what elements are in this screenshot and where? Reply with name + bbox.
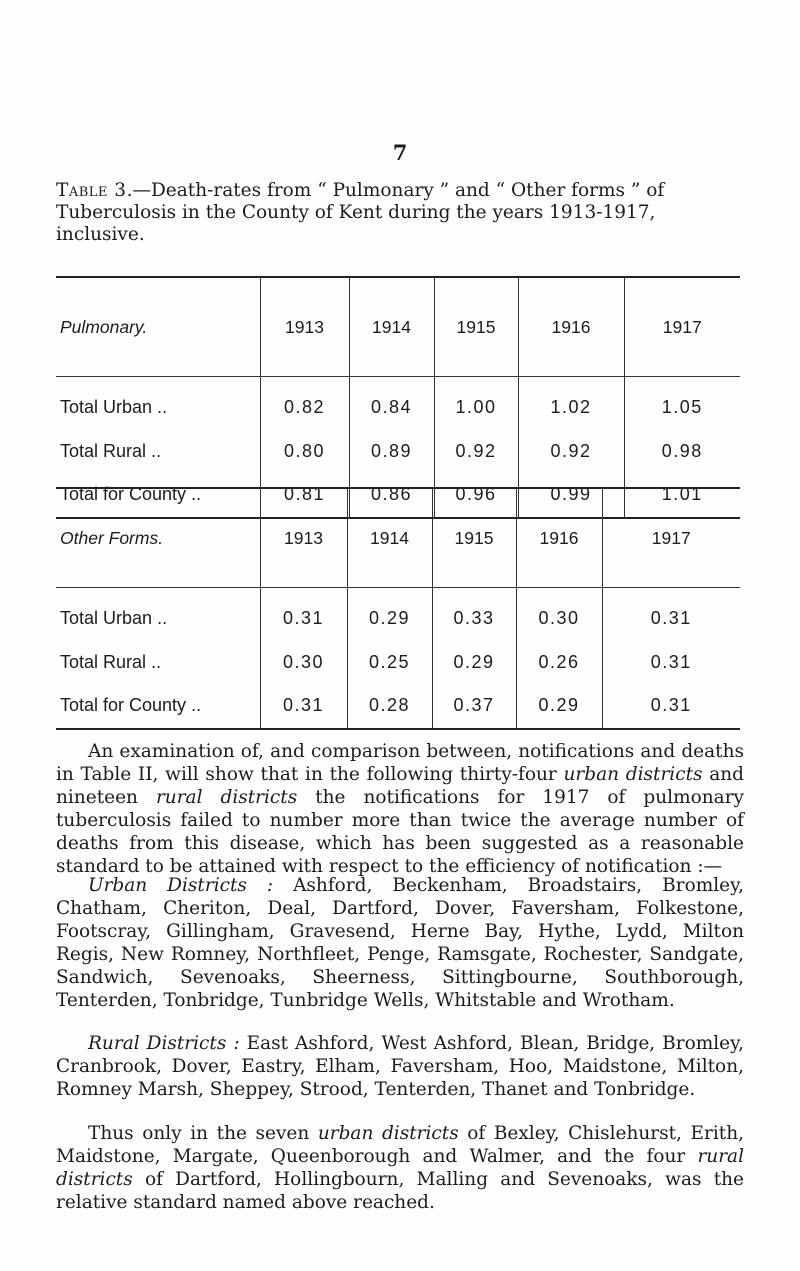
rural-heading: Rural Districts :	[88, 1033, 240, 1054]
table-cell	[518, 431, 624, 471]
cell-value: 0.30	[538, 607, 580, 628]
cell-value: 0.33	[453, 607, 495, 628]
cell-value: 0.31	[650, 607, 692, 628]
table-cell	[349, 377, 434, 432]
paragraph-conclusion	[56, 1122, 744, 1214]
table-cell	[602, 588, 740, 643]
other-forms-title: Other Forms.	[56, 488, 260, 588]
row-label	[56, 431, 260, 471]
table-cell	[432, 642, 516, 682]
row-dots: ..	[157, 396, 168, 417]
cell-value: 0.37	[453, 694, 495, 715]
year-header: 1913	[260, 277, 349, 377]
row-label-text: Total Rural	[60, 651, 147, 672]
p1-text-c: and nineteen	[56, 764, 745, 808]
table-cell	[516, 642, 602, 682]
cell-value: 0.96	[455, 483, 497, 504]
table-row	[56, 642, 740, 682]
caption-label: Table 3	[56, 180, 127, 201]
paragraph-rural-list	[56, 1032, 744, 1101]
row-label	[56, 588, 260, 643]
cell-value: 1.02	[550, 396, 592, 417]
table-cell	[260, 642, 347, 682]
pulmonary-title: Pulmonary.	[56, 277, 260, 377]
cell-value: 0.31	[282, 694, 325, 715]
table-cell	[434, 377, 518, 432]
row-label	[56, 682, 260, 729]
cell-value: 0.28	[368, 694, 411, 715]
row-label-text: Total Urban	[60, 607, 153, 628]
cell-value: 0.25	[368, 651, 411, 672]
cell-value: 0.31	[650, 651, 692, 672]
year-header: 1913	[260, 488, 347, 588]
urban-heading: Urban Districts :	[88, 875, 274, 896]
cell-value: 0.29	[368, 607, 411, 628]
table-cell	[518, 377, 624, 432]
table-cell	[602, 642, 740, 682]
row-dots: ..	[191, 483, 202, 504]
urban-list-text: Ashford, Beckenham, Broadstairs, Bromley, Chatham, Cheriton, Deal, Dartford, Dover, Faversham, Folkestone, Footscray, Gillingham, Gravesend, Herne Bay, Hythe, Lydd, Milton Regis, New Romney, Northfleet, Penge, Ramsgate, Rochester, Sandgate, Sandwich, Sevenoaks, Sheerness, Sittingbourne, Southborough, Tenterden, Tonbridge, Tunbridge Wells, Whitstable and Wrotham.	[56, 875, 744, 1011]
row-label	[56, 642, 260, 682]
cell-value: 0.92	[550, 440, 592, 461]
table-caption	[56, 180, 744, 246]
p4-text-c: of Bexley, Chislehurst, Erith, Maidstone, Margate, Queenborough and Walmer, and the four	[56, 1123, 744, 1167]
p1-urban-districts: urban districts	[563, 764, 703, 785]
row-label-text: Total Rural	[60, 440, 147, 461]
row-label-text: Total for County	[60, 694, 187, 715]
p1-text-a: An examination of, and comparison between, notifications and deaths in Table II, will show that in the following thirty-four	[56, 741, 744, 785]
table-row	[56, 431, 740, 471]
table-header-row	[56, 277, 740, 377]
p4-urban-districts: urban districts	[317, 1123, 459, 1144]
cell-value: 0.89	[370, 440, 413, 461]
table-cell	[624, 377, 740, 432]
table-cell	[260, 377, 349, 432]
year-header: 1915	[434, 277, 518, 377]
p1-rural-districts: rural districts	[155, 787, 298, 808]
cell-value: 0.30	[282, 651, 325, 672]
year-header: 1917	[624, 277, 740, 377]
caption-text: .—Death-rates from “ Pulmonary ” and “ Other forms ” of Tuberculosis in the County of Kent during the years 1913-1917, inclusive.	[56, 180, 665, 245]
row-dots: ..	[151, 651, 162, 672]
p1-text-e: the notifications for 1917 of pulmonary tuberculosis failed to number more than twice the average number of deaths from this disease, which has been suggested as a reasonable standard to be attained with respect to the efficiency of notification :—	[56, 787, 744, 877]
page-number: 7	[392, 140, 408, 165]
table-row	[56, 377, 740, 432]
table-row	[56, 588, 740, 643]
cell-value: 1.05	[661, 396, 703, 417]
p4-text-a: Thus only in the seven	[88, 1123, 318, 1144]
table-cell	[349, 431, 434, 471]
other-forms-table	[56, 487, 740, 730]
table-cell	[432, 682, 516, 729]
row-dots: ..	[191, 694, 202, 715]
cell-value: 0.26	[538, 651, 580, 672]
table-cell	[516, 588, 602, 643]
table-cell	[260, 682, 347, 729]
table-header-row	[56, 488, 740, 588]
cell-value: 0.99	[550, 483, 592, 504]
row-label-text: Total for County	[60, 483, 187, 504]
table-row	[56, 682, 740, 729]
cell-value: 0.80	[283, 440, 326, 461]
row-label-text: Total Urban	[60, 396, 153, 417]
year-header: 1914	[347, 488, 432, 588]
cell-value: 1.01	[661, 483, 703, 504]
cell-value: 0.29	[538, 694, 580, 715]
row-label	[56, 377, 260, 432]
table-cell	[516, 682, 602, 729]
table-cell	[260, 431, 349, 471]
cell-value: 0.92	[455, 440, 497, 461]
rural-list-text: East Ashford, West Ashford, Blean, Bridge, Bromley, Cranbrook, Dover, Eastry, Elham, Faversham, Hoo, Maidstone, Milton, Romney Marsh, Sheppey, Strood, Tenterden, Thanet and Tonbridge.	[56, 1033, 744, 1100]
p4-rural-districts: rural districts	[56, 1146, 744, 1190]
year-header: 1917	[602, 488, 740, 588]
year-header: 1914	[349, 277, 434, 377]
row-dots: ..	[157, 607, 168, 628]
cell-value: 0.31	[282, 607, 325, 628]
table-cell	[432, 588, 516, 643]
cell-value: 0.31	[650, 694, 692, 715]
cell-value: 0.86	[370, 483, 413, 504]
cell-value: 0.29	[453, 651, 495, 672]
paragraph-urban-list	[56, 874, 744, 1012]
table-cell	[347, 682, 432, 729]
table-cell	[260, 588, 347, 643]
table-cell	[347, 642, 432, 682]
p4-text-e: of Dartford, Hollingbourn, Malling and Sevenoaks, was the relative standard named above reached.	[56, 1169, 744, 1213]
cell-value: 1.00	[455, 396, 497, 417]
pulmonary-table	[56, 276, 740, 519]
cell-value: 0.84	[370, 396, 413, 417]
year-header: 1916	[518, 277, 624, 377]
year-header: 1915	[432, 488, 516, 588]
table-cell	[434, 431, 518, 471]
table-cell	[624, 431, 740, 471]
cell-value: 0.82	[283, 396, 326, 417]
cell-value: 0.81	[283, 483, 326, 504]
table-cell	[347, 588, 432, 643]
year-header: 1916	[516, 488, 602, 588]
paragraph-examination	[56, 740, 744, 878]
cell-value: 0.98	[661, 440, 703, 461]
row-dots: ..	[151, 440, 162, 461]
table-cell	[602, 682, 740, 729]
